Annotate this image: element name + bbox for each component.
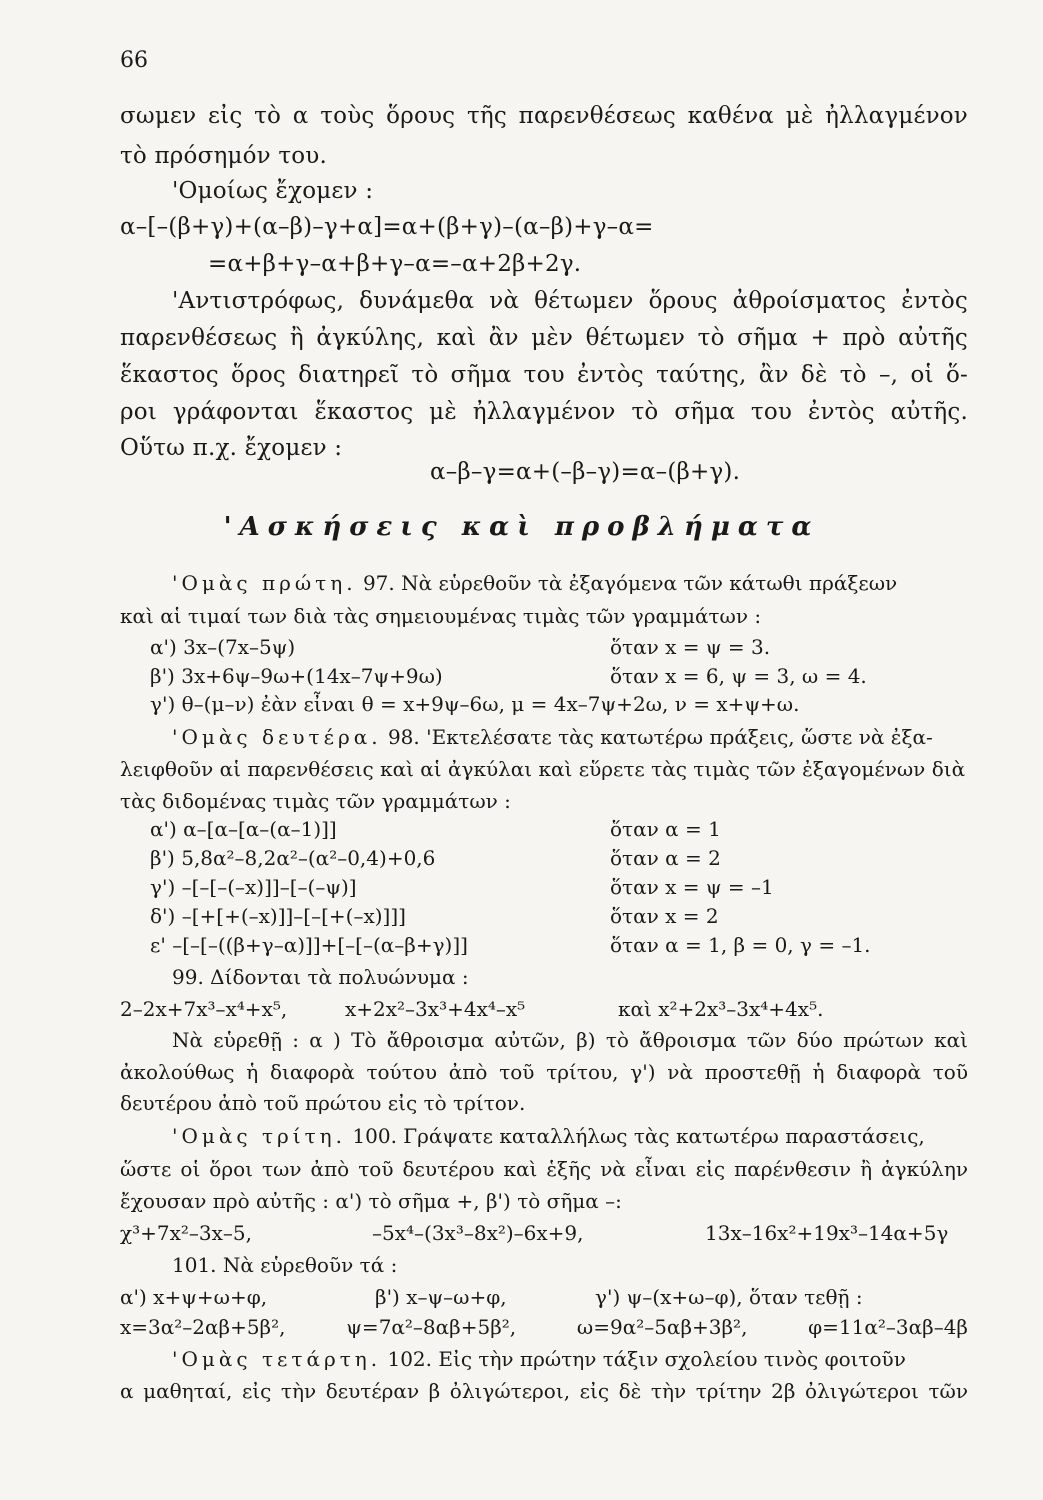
exercise-condition: ὅταν x = ψ = –1: [610, 875, 774, 899]
text-line: 102. Εἰς τὴν πρώτην τάξιν σχολείου τινὸς φοιτοῦν: [387, 1347, 906, 1371]
text-line: παρενθέσεως ἢ ἀγκύλης, καὶ ἂν μὲν θέτωμεν τὸ σῆμα + πρὸ αὐτῆς: [120, 325, 968, 351]
exercise-expr: ε' –[–[–((β+γ–α)]]+[–[–(α–β+γ)]]: [150, 933, 468, 957]
text-line: τὸ πρόσημόν του.: [120, 143, 327, 169]
expression-line: x=3α²–2αβ+5β², ψ=7α²–8αβ+5β², ω=9α²–5αβ+3β², φ=11α²–3αβ–4β: [120, 1315, 968, 1339]
exercise-condition: ὅταν x = 2: [610, 904, 719, 928]
text-line: ροι γράφονται ἕκαστος μὲ ἠλλαγμένον τὸ σῆμα του ἐντὸς αὐτῆς.: [120, 399, 968, 425]
text-line: ἔχουσαν πρὸ αὐτῆς : α') τὸ σῆμα +, β') τὸ σῆμα –:: [120, 1189, 622, 1213]
exercise-condition: ὅταν α = 1, β = 0, γ = –1.: [610, 933, 871, 957]
text-line: α μαθηταί, εἰς τὴν δευτέραν β ὀλιγώτεροι, εἰς δὲ τὴν τρίτην 2β ὀλιγώτεροι τῶν: [120, 1379, 968, 1403]
text-line: ὥστε οἱ ὅροι των ἀπὸ τοῦ δευτέρου καὶ ἑξῆς νὰ εἶναι εἰς παρένθεσιν ἢ ἀγκύλην: [120, 1157, 968, 1181]
exercise-expr: γ') θ–(μ–ν) ἐὰν εἶναι θ = x+9ψ–6ω, μ = 4x–7ψ+2ω, ν = x+ψ+ω.: [150, 692, 800, 716]
expression: γ') ψ–(x+ω–φ), ὅταν τεθῇ :: [595, 1285, 863, 1309]
section-title: 'Ασκήσεις καὶ προβλήματα: [223, 512, 820, 542]
formula-line: α–β–γ=α+(–β–γ)=α–(β+γ).: [430, 459, 741, 485]
text-line: 'Ομοίως ἔχομεν :: [172, 178, 374, 204]
formula-line: α–[–(β+γ)+(α–β)–γ+α]=α+(β+γ)–(α–β)+γ–α=: [120, 214, 654, 240]
exercise-condition: ὅταν α = 1: [610, 817, 721, 841]
exercise-expr: α') α–[α–[α–(α–1)]]: [150, 817, 337, 841]
polynomial: 2–2x+7x³–x⁴+x⁵,: [120, 997, 288, 1021]
text-line: 97. Νὰ εὑρεθοῦν τὰ ἐξαγόμενα τῶν κάτωθι πράξεων: [362, 571, 898, 595]
text-line: ἕκαστος ὅρος διατηρεῖ τὸ σῆμα του ἐντὸς ταύτης, ἂν δὲ τὸ –, οἱ ὅ-: [120, 362, 968, 388]
polynomial: x+2x²–3x³+4x⁴–x⁵: [345, 997, 526, 1021]
expression: α') x+ψ+ω+φ,: [120, 1285, 268, 1309]
formula-line: =α+β+γ–α+β+γ–α=–α+2β+2γ.: [208, 251, 582, 277]
text-line: Οὕτω π.χ. ἔχομεν :: [120, 435, 343, 461]
polynomial: καὶ x²+2x³–3x⁴+4x⁵.: [618, 997, 824, 1021]
exercise-condition: ὅταν x = ψ = 3.: [610, 635, 771, 659]
exercise-condition: ὅταν α = 2: [610, 846, 721, 870]
page-number: 66: [120, 48, 148, 73]
exercise-condition: ὅταν x = 6, ψ = 3, ω = 4.: [610, 664, 867, 688]
exercise-expr: δ') –[+[+(–x)]]–[–[+(–x)]]]: [150, 904, 406, 928]
text-line: σωμεν εἰς τὸ α τοὺς ὅρους τῆς παρενθέσεως καθένα μὲ ἠλλαγμένον: [120, 103, 968, 129]
text-line: 101. Νὰ εὑρεθοῦν τά :: [172, 1253, 398, 1277]
exercise-expr: β') 5,8α²–8,2α²–(α²–0,4)+0,6: [150, 846, 436, 870]
expression: 13x–16x²+19x³–14α+5γ: [705, 1221, 949, 1245]
group-heading: 'Ομὰς δευτέρα.: [172, 725, 382, 749]
text-line: ἀκολούθως ἡ διαφορὰ τούτου ἀπὸ τοῦ τρίτου, γ') νὰ προστεθῇ ἡ διαφορὰ τοῦ: [120, 1060, 968, 1084]
text-line: Νὰ εὑρεθῇ : α ) Τὸ ἄθροισμα αὐτῶν, β) τὸ ἄθροισμα τῶν δύο πρώτων καὶ: [172, 1028, 968, 1052]
exercise-expr: γ') –[–[–(–x)]]–[–(–ψ)]: [150, 875, 357, 899]
text-line: 98. 'Εκτελέσατε τὰς κατωτέρω πράξεις, ὥστε νὰ ἐξα-: [387, 725, 933, 749]
expression: –5x⁴–(3x³–8x²)–6x+9,: [372, 1221, 584, 1245]
text-line: 99. Δίδονται τὰ πολυώνυμα :: [172, 965, 469, 989]
text-line: λειφθοῦν αἱ παρενθέσεις καὶ αἱ ἀγκύλαι καὶ εὕρετε τὰς τιμὰς τῶν ἐξαγομένων διὰ: [120, 757, 966, 781]
text-line: δευτέρου ἀπὸ τοῦ πρώτου εἰς τὸ τρίτον.: [120, 1091, 526, 1115]
text-line: 'Αντιστρόφως, δυνάμεθα νὰ θέτωμεν ὅρους ἀθροίσματος ἐντὸς: [172, 288, 968, 314]
expression: β') x–ψ–ω+φ,: [375, 1285, 507, 1309]
text-line: καὶ αἱ τιμαί των διὰ τὰς σημειουμένας τιμὰς τῶν γραμμάτων :: [120, 604, 762, 628]
exercise-expr: α') 3x–(7x–5ψ): [150, 635, 296, 659]
text-line: 100. Γράψατε καταλλήλως τὰς κατωτέρω παραστάσεις,: [352, 1124, 925, 1148]
text-line: τὰς διδομένας τιμὰς τῶν γραμμάτων :: [120, 789, 511, 813]
exercise-expr: β') 3x+6ψ–9ω+(14x–7ψ+9ω): [150, 664, 443, 688]
expression: χ³+7x²–3x–5,: [120, 1221, 253, 1245]
group-heading: 'Ομὰς τρίτη.: [172, 1124, 347, 1148]
group-heading: 'Ομὰς πρώτη.: [172, 571, 357, 595]
group-heading: 'Ομὰς τετάρτη.: [172, 1347, 382, 1371]
